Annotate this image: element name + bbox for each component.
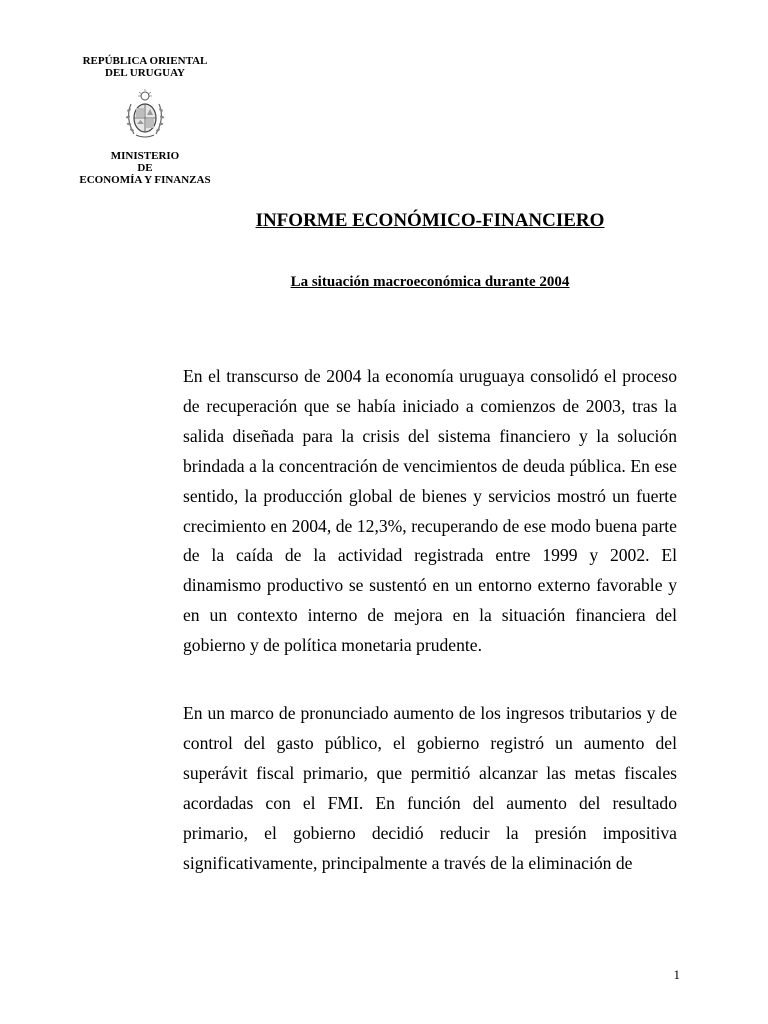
document-subtitle: La situación macroeconómica durante 2004 <box>290 274 570 290</box>
country-name-line-1: REPÚBLICA ORIENTAL <box>82 55 208 67</box>
ministry-name-line-1: MINISTERIO <box>110 150 180 162</box>
ministry-name-line-3: ECONOMÍA Y FINANZAS <box>79 174 211 186</box>
ministry-name-line-2: DE <box>137 162 153 174</box>
body-paragraph: En un marco de pronunciado aumento de los ingresos tributarios y de control del gasto público, el gobierno registró un aumento del superávit fiscal primario, que permitió alcanzar las metas fiscales acordadas con el FMI. En función del aumento del resultado primario, el gobierno decidió reducir la presión impositiva significativamente, principalmente a través de la eliminación de <box>183 703 677 873</box>
coat-of-arms-icon <box>122 88 168 140</box>
body-paragraph: En el transcurso de 2004 la economía uruguaya consolidó el proceso de recuperación que se había iniciado a comienzos de 2003, tras la salida diseñada para la crisis del sistema financiero y la solución brindada a la concentración de vencimientos de deuda pública. En ese sentido, la producción global de bienes y servicios mostró un fuerte crecimiento en 2004, de 12,3%, recuperando de ese modo buena parte de la caída de la actividad registrada entre 1999 y 2002. El dinamismo productivo se sustentó en un entorno externo favorable y en un contexto interno de mejora en la situación financiera del gobierno y de política monetaria prudente. <box>183 366 677 656</box>
letterhead <box>60 55 230 186</box>
country-name-line-2: DEL URUGUAY <box>105 67 185 79</box>
page-number: 1 <box>673 967 680 982</box>
document-title: INFORME ECONÓMICO-FINANCIERO <box>255 210 605 231</box>
